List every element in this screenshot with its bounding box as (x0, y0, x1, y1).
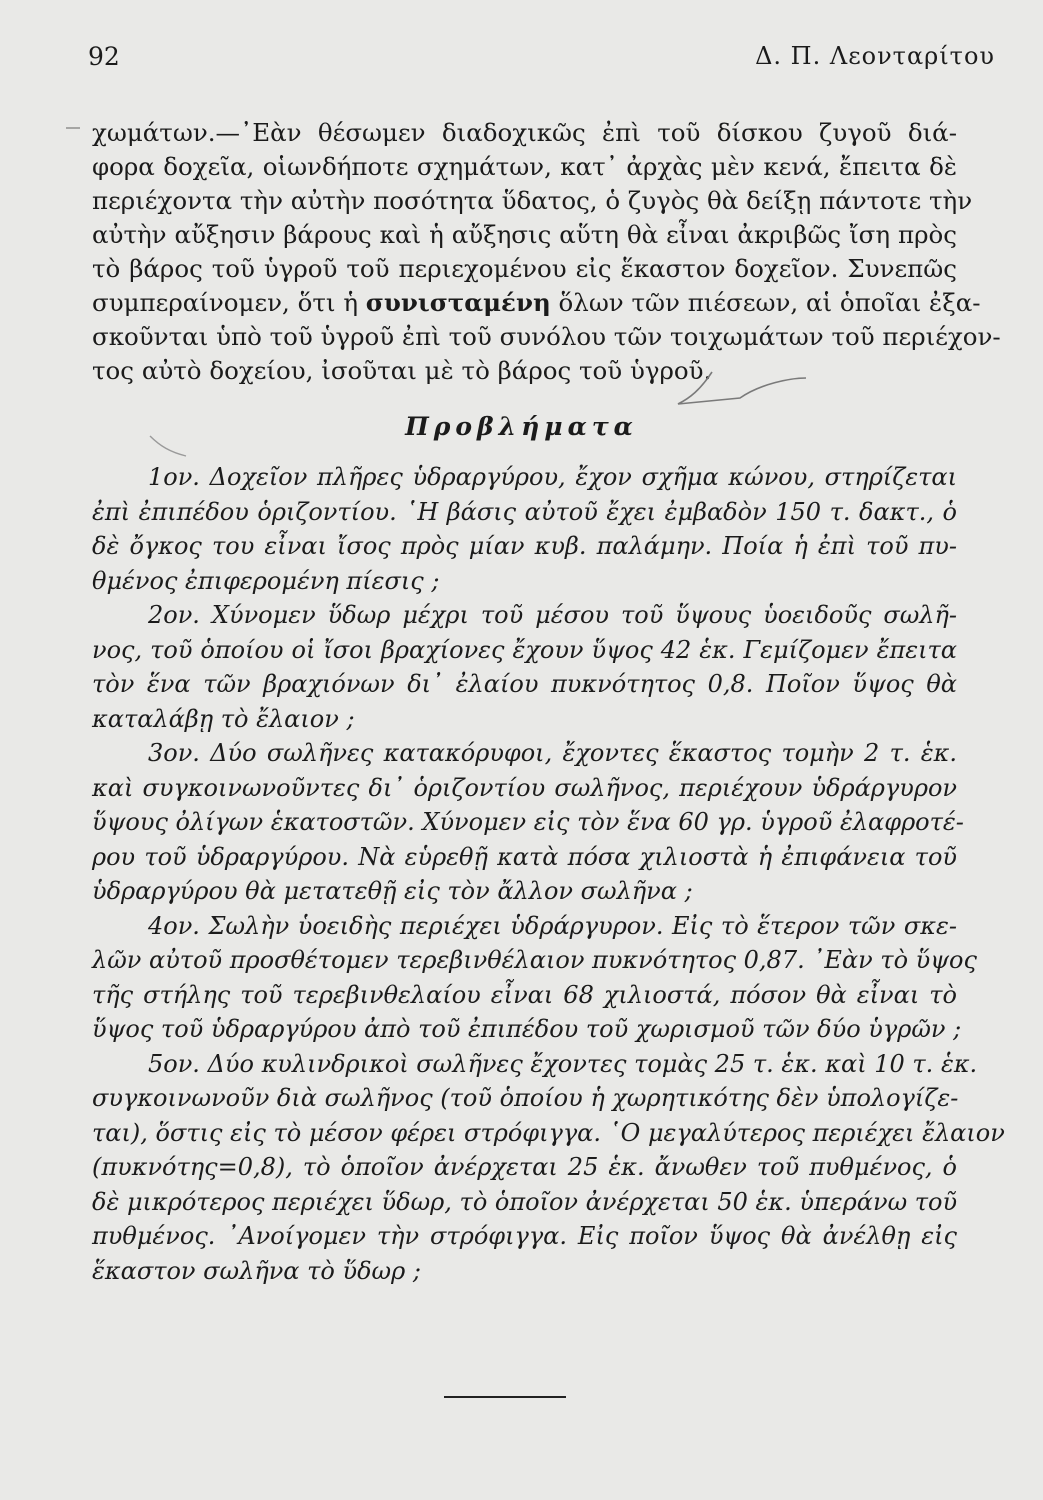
text-line: καταλάβῃ τὸ ἔλαιον ; (92, 704, 355, 733)
problems-list (92, 460, 1005, 1288)
text-line: σκοῦνται ὑπὸ τοῦ ὑγροῦ ἐπὶ τοῦ συνόλου τῶν τοιχωμάτων τοῦ περιέχον- (92, 322, 1001, 351)
text-line: ὕψος τοῦ ὑδραργύρου ἀπὸ τοῦ ἐπιπέδου τοῦ χωρισμοῦ τῶν δύο ὑγρῶν ; (92, 1015, 962, 1043)
text-line: ρου τοῦ ὑδραργύρου. Νὰ εὑρεθῇ κατὰ πόσα χιλιοστὰ ἡ ἐπιφάνεια τοῦ (92, 842, 957, 871)
text-line: (πυκνότης=0,8), τὸ ὁποῖον ἀνέρχεται 25 ἑκ. ἄνωθεν τοῦ πυθμένος, ὁ (92, 1153, 957, 1181)
text-line: δὲ μικρότερος περιέχει ὕδωρ, τὸ ὁποῖον ἀνέρχεται 50 ἑκ. ὑπεράνω τοῦ (92, 1187, 958, 1216)
section-title: Προβλήματα (405, 412, 638, 441)
page-number: 92 (88, 42, 120, 71)
text-line: φορα δοχεῖα, οἱωνδήποτε σχημάτων, κατ᾿ ἀρχὰς μὲν κενά, ἔπειτα δὲ (92, 152, 957, 181)
text-line: ἕκαστον σωλῆνα τὸ ὕδωρ ; (92, 1256, 421, 1285)
intro-paragraph (92, 116, 1001, 388)
text-line: λῶν αὐτοῦ προσθέτομεν τερεβινθέλαιον πυκνότητος 0,87. ᾿Εὰν τὸ ὕψος (92, 946, 977, 974)
text-line: χωμάτων.—᾿Εὰν θέσωμεν διαδοχικῶς ἐπὶ τοῦ δίσκου ζυγοῦ διά- (92, 118, 957, 147)
text-line: 1ον. Δοχεῖον πλῆρες ὑδραργύρου, ἔχον σχῆμα κώνου, στηρίζεται (148, 463, 957, 491)
text-line: 4ον. Σωλὴν ὑοειδὴς περιέχει ὑδράργυρον. Εἰς τὸ ἕτερον τῶν σκε- (148, 911, 957, 940)
problem-2 (92, 598, 957, 736)
text-line: τῆς στήλης τοῦ τερεβινθελαίου εἶναι 68 χιλιοστά, πόσον θὰ εἶναι τὸ (92, 980, 957, 1009)
text-line: περιέχοντα τὴν αὐτὴν ποσότητα ὕδατος, ὁ ζυγὸς θὰ δείξῃ πάντοτε τὴν (92, 186, 973, 215)
problem-1 (92, 460, 957, 598)
text-line: αὐτὴν αὔξησιν βάρους καὶ ἡ αὔξησις αὕτη θὰ εἶναι ἀκριβῶς ἴση πρὸς (92, 220, 957, 249)
bold-term: συνισταμένη (365, 288, 551, 317)
text-line: συμπεραίνομεν, ὅτι ἡ συνισταμένη ὅλων τῶν πιέσεων, αἱ ὁποῖαι ἐξα- (92, 288, 981, 317)
text-line: τὸν ἕνα τῶν βραχιόνων δι᾿ ἐλαίου πυκνότητος 0,8. Ποῖον ὕψος θὰ (92, 670, 957, 698)
text-line: δὲ ὄγκος του εἶναι ἴσος πρὸς μίαν κυβ. παλάμην. Ποία ἡ ἐπὶ τοῦ πυ- (92, 532, 957, 560)
problem-5 (92, 1047, 1005, 1289)
problem-3 (92, 736, 964, 909)
text-line: ὑδραργύρου θὰ μετατεθῇ εἰς τὸν ἄλλον σωλῆνα ; (92, 877, 693, 905)
text-line: πυθμένος. ᾿Ανοίγομεν τὴν στρόφιγγα. Εἰς ποῖον ὕψος θὰ ἀνέλθῃ εἰς (92, 1222, 957, 1250)
text-line: ἐπὶ ἐπιπέδου ὁριζοντίου. ῾Η βάσις αὐτοῦ ἔχει ἐμβαδὸν 150 τ. δακτ., ὁ (92, 497, 957, 526)
text-line: τὸ βάρος τοῦ ὑγροῦ τοῦ περιεχομένου εἰς ἕκαστον δοχεῖον. Συνεπῶς (92, 254, 957, 283)
text-line: συγκοινωνοῦν διὰ σωλῆνος (τοῦ ὁποίου ἡ χωρητικότης δὲν ὑπολογίζε- (92, 1084, 959, 1112)
text-line: νος, τοῦ ὁποίου οἱ ἴσοι βραχίονες ἔχουν ὕψος 42 ἑκ. Γεμίζομεν ἔπειτα (92, 635, 957, 664)
text-line: 2ον. Χύνομεν ὕδωρ μέχρι τοῦ μέσου τοῦ ὕψους ὑοειδοῦς σωλῆ- (148, 601, 957, 629)
text-line: 5ον. Δύο κυλινδρικοὶ σωλῆνες ἔχοντες τομὰς 25 τ. ἑκ. καὶ 10 τ. ἑκ. (148, 1049, 978, 1078)
text-line: ται), ὅστις εἰς τὸ μέσον φέρει στρόφιγγα. ῾Ο μεγαλύτερος περιέχει ἔλαιον (92, 1118, 1005, 1147)
text-line: τος αὐτὸ δοχείου, ἰσοῦται μὲ τὸ βάρος τοῦ ὑγροῦ. (92, 356, 712, 385)
running-head-author: Δ. Π. Λεονταρίτου (755, 42, 995, 70)
text-line: 3ον. Δύο σωλῆνες κατακόρυφοι, ἔχοντες ἕκαστος τομὴν 2 τ. ἑκ. (148, 739, 957, 767)
text-line: ὕψους ὀλίγων ἑκατοστῶν. Χύνομεν εἰς τὸν ἕνα 60 γρ. ὑγροῦ ἐλαφροτέ- (92, 808, 964, 836)
text-line: καὶ συγκοινωνοῦντες δι᾿ ὁριζοντίου σωλῆνος, περιέχουν ὑδράργυρον (92, 773, 957, 802)
running-head (88, 42, 995, 76)
problem-4 (92, 909, 977, 1047)
end-rule (444, 1396, 566, 1398)
text-line: θμένος ἐπιφερομένη πίεσις ; (92, 566, 440, 595)
